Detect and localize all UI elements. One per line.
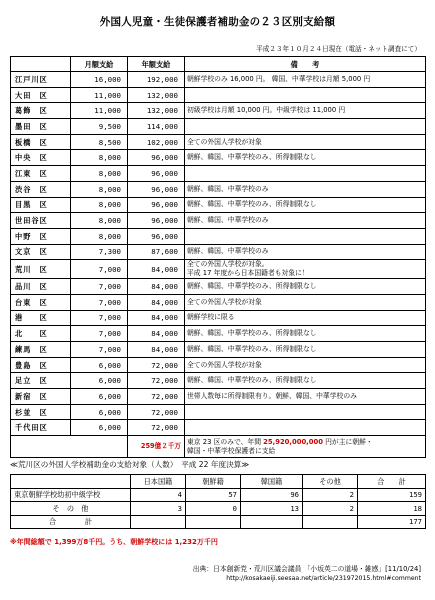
monthly-amount: 6,000 xyxy=(71,373,128,389)
sub-row-label: 東京朝鮮学校幼初中級学校 xyxy=(11,488,131,502)
note: 朝鮮、韓国、中華学校のみ、所得制限なし xyxy=(185,150,426,166)
table-row xyxy=(11,150,426,166)
sub-header: 合 計 xyxy=(358,475,426,489)
ward-name: 品川 区 xyxy=(11,279,71,295)
ward-name: 葛飾 区 xyxy=(11,103,71,119)
total-note-amount: 25,920,000,000 xyxy=(263,438,323,447)
note xyxy=(185,87,426,103)
table-row xyxy=(11,420,426,436)
table-row xyxy=(11,373,426,389)
table-row xyxy=(11,389,426,405)
table-row xyxy=(11,244,426,260)
total-row xyxy=(11,436,426,458)
table-row xyxy=(11,197,426,213)
annual-amount: 72,000 xyxy=(128,373,185,389)
ward-name: 北 区 xyxy=(11,326,71,342)
annual-amount: 84,000 xyxy=(128,294,185,310)
ward-name: 江東 区 xyxy=(11,166,71,182)
annual-amount: 102,000 xyxy=(128,134,185,150)
section2-title: ≪荒川区の外国人学校補助金の支給対象（人数） 平成 22 年度決算≫ xyxy=(10,460,250,469)
monthly-amount: 11,000 xyxy=(71,103,128,119)
note-line-2: 平成 17 年度から日本国籍者も対象に！ xyxy=(187,269,309,278)
table-row xyxy=(11,213,426,229)
annual-amount: 84,000 xyxy=(128,342,185,358)
sub-row-label: 合 計 xyxy=(11,515,131,529)
monthly-amount: 9,500 xyxy=(71,119,128,135)
table-row xyxy=(11,279,426,295)
monthly-amount: 7,000 xyxy=(71,342,128,358)
monthly-amount: 7,000 xyxy=(71,260,128,279)
total-note-prefix: 東京 23 区のみで、年間 xyxy=(187,438,264,447)
total-blank xyxy=(11,436,71,458)
sub-header: 朝鮮籍 xyxy=(186,475,241,489)
note-line-1: 全ての外国人学校が対象。 xyxy=(187,260,269,269)
monthly-amount: 8,000 xyxy=(71,181,128,197)
monthly-amount: 7,300 xyxy=(71,244,128,260)
ward-name: 杉並 区 xyxy=(11,404,71,420)
ward-name: 中央 区 xyxy=(11,150,71,166)
table-row xyxy=(11,294,426,310)
sub-row-label: そ の 他 xyxy=(11,502,131,516)
sub-cell: 18 xyxy=(358,502,426,516)
ward-name: 板橋 区 xyxy=(11,134,71,150)
note: 朝鮮、韓国、中華学校のみ xyxy=(185,181,426,197)
monthly-amount: 8,000 xyxy=(71,150,128,166)
ward-name: 練馬 区 xyxy=(11,342,71,358)
ward-name: 世田谷区 xyxy=(11,213,71,229)
ward-name: 渋谷 区 xyxy=(11,181,71,197)
total-note-mid: 円が主に朝鮮・ xyxy=(322,438,373,447)
annual-amount: 84,000 xyxy=(128,260,185,279)
sub-row xyxy=(11,488,426,502)
monthly-amount: 8,500 xyxy=(71,134,128,150)
sub-row xyxy=(11,502,426,516)
sub-cell: 4 xyxy=(131,488,186,502)
sub-cell xyxy=(241,515,303,529)
footnote: ※年間総額で 1,399万8千円。うち、朝鮮学校には 1,232万千円 xyxy=(10,538,218,546)
note: 全ての外国人学校が対象 xyxy=(185,357,426,373)
note: 朝鮮、韓国、中華学校のみ、所得制限なし xyxy=(185,197,426,213)
note: 世帯人数毎に所得制限有り。朝鮮、韓国、中華学校のみ xyxy=(185,389,426,405)
annual-amount: 132,000 xyxy=(128,103,185,119)
table-row xyxy=(11,310,426,326)
monthly-amount: 11,000 xyxy=(71,87,128,103)
ward-name: 千代田区 xyxy=(11,420,71,436)
note: 朝鮮学校のみ 16,000 円。 韓国、中華学校は月額 5,000 円 xyxy=(185,72,426,88)
sub-header: その他 xyxy=(303,475,358,489)
annual-amount: 84,000 xyxy=(128,279,185,295)
table-row xyxy=(11,103,426,119)
table-row xyxy=(11,87,426,103)
annual-amount: 72,000 xyxy=(128,420,185,436)
annual-amount: 72,000 xyxy=(128,357,185,373)
total-note xyxy=(185,436,426,458)
note: 朝鮮、韓国、中華学校のみ、所得制限なし xyxy=(185,373,426,389)
ward-name: 港 区 xyxy=(11,310,71,326)
sub-cell: 0 xyxy=(186,502,241,516)
monthly-amount: 8,000 xyxy=(71,213,128,229)
note: 朝鮮、韓国、中華学校のみ、所得制限なし xyxy=(185,326,426,342)
note: 朝鮮、韓国、中華学校のみ xyxy=(185,244,426,260)
header-monthly: 月額支給 xyxy=(71,57,128,72)
table-row xyxy=(11,119,426,135)
sub-cell: 2 xyxy=(303,502,358,516)
monthly-amount: 16,000 xyxy=(71,72,128,88)
sub-header xyxy=(11,475,131,489)
note xyxy=(185,420,426,436)
note: 全ての外国人学校が対象 xyxy=(185,134,426,150)
note: 初級学校は月額 10,000 円。中級学校は 11,000 円 xyxy=(185,103,426,119)
sub-cell xyxy=(186,515,241,529)
monthly-amount: 6,000 xyxy=(71,389,128,405)
monthly-amount: 7,000 xyxy=(71,279,128,295)
sub-cell xyxy=(131,515,186,529)
annual-amount: 114,000 xyxy=(128,119,185,135)
monthly-amount: 8,000 xyxy=(71,228,128,244)
header-annual: 年額支給 xyxy=(128,57,185,72)
table-row xyxy=(11,404,426,420)
monthly-amount: 7,000 xyxy=(71,310,128,326)
subsidy-table xyxy=(10,56,426,458)
monthly-amount: 6,000 xyxy=(71,357,128,373)
annual-amount: 96,000 xyxy=(128,166,185,182)
ward-name: 江戸川区 xyxy=(11,72,71,88)
annual-amount: 72,000 xyxy=(128,404,185,420)
annual-amount: 72,000 xyxy=(128,389,185,405)
annual-amount: 96,000 xyxy=(128,181,185,197)
sub-cell: 13 xyxy=(241,502,303,516)
monthly-amount: 7,000 xyxy=(71,294,128,310)
header-ward xyxy=(11,57,71,72)
note xyxy=(185,228,426,244)
sub-cell: 96 xyxy=(241,488,303,502)
annual-amount: 96,000 xyxy=(128,197,185,213)
note: 全ての外国人学校が対象 xyxy=(185,294,426,310)
table-row xyxy=(11,342,426,358)
note xyxy=(185,119,426,135)
note: 朝鮮、韓国、中華学校のみ、所得制限なし xyxy=(185,342,426,358)
source-url: http://kosakaeiji.seesaa.net/article/231972015.html#comment xyxy=(226,575,421,582)
ward-name: 新宿 区 xyxy=(11,389,71,405)
annual-amount: 96,000 xyxy=(128,213,185,229)
sub-cell xyxy=(303,515,358,529)
monthly-amount: 8,000 xyxy=(71,166,128,182)
ward-name: 荒川 区 xyxy=(11,260,71,279)
note: 朝鮮、韓国、中華学校のみ xyxy=(185,213,426,229)
annual-amount: 132,000 xyxy=(128,87,185,103)
annual-amount: 84,000 xyxy=(128,310,185,326)
note xyxy=(185,166,426,182)
total-note-line2: 韓国・中華学校保護者に支給 xyxy=(187,446,276,455)
sub-header-row xyxy=(11,475,426,489)
sub-header: 日本国籍 xyxy=(131,475,186,489)
as-of-date: 平成２３年１０月２４日現在（電話・ネット調査にて） xyxy=(256,45,421,53)
note xyxy=(185,260,426,279)
table-header-row xyxy=(11,57,426,72)
note: 朝鮮学校に限る xyxy=(185,310,426,326)
ward-name: 目黒 区 xyxy=(11,197,71,213)
sub-cell: 177 xyxy=(358,515,426,529)
sub-cell: 57 xyxy=(186,488,241,502)
table-row xyxy=(11,326,426,342)
table-row xyxy=(11,260,426,279)
ward-name: 台東 区 xyxy=(11,294,71,310)
monthly-amount: 7,000 xyxy=(71,326,128,342)
annual-amount: 87,600 xyxy=(128,244,185,260)
ward-name: 中野 区 xyxy=(11,228,71,244)
table-row xyxy=(11,72,426,88)
table-row xyxy=(11,228,426,244)
annual-amount: 84,000 xyxy=(128,326,185,342)
sub-cell: 159 xyxy=(358,488,426,502)
table-row xyxy=(11,166,426,182)
table-row xyxy=(11,134,426,150)
arakawa-table xyxy=(10,474,426,529)
note: 朝鮮、韓国、中華学校のみ、所得制限なし xyxy=(185,279,426,295)
monthly-amount: 6,000 xyxy=(71,420,128,436)
sub-cell: 3 xyxy=(131,502,186,516)
annual-amount: 96,000 xyxy=(128,150,185,166)
monthly-amount: 8,000 xyxy=(71,197,128,213)
header-notes: 備 考 xyxy=(185,57,426,72)
total-blank xyxy=(71,436,128,458)
table-row xyxy=(11,181,426,197)
ward-name: 文京 区 xyxy=(11,244,71,260)
annual-amount: 192,000 xyxy=(128,72,185,88)
sub-header: 韓国籍 xyxy=(241,475,303,489)
annual-amount: 96,000 xyxy=(128,228,185,244)
ward-name: 豊島 区 xyxy=(11,357,71,373)
monthly-amount: 6,000 xyxy=(71,404,128,420)
page-title: 外国人児童・生徒保護者補助金の２３区別支給額 xyxy=(99,16,336,28)
table-row xyxy=(11,357,426,373)
total-annual: 259億２千万 xyxy=(128,436,185,458)
ward-name: 墨田 区 xyxy=(11,119,71,135)
ward-name: 大田 区 xyxy=(11,87,71,103)
ward-name: 足立 区 xyxy=(11,373,71,389)
sub-row xyxy=(11,515,426,529)
source-credit: 出典：日本創新党・荒川区議会議員 「小坂英二の道場・雑感」[11/10/24] xyxy=(192,565,421,573)
sub-cell: 2 xyxy=(303,488,358,502)
note xyxy=(185,404,426,420)
